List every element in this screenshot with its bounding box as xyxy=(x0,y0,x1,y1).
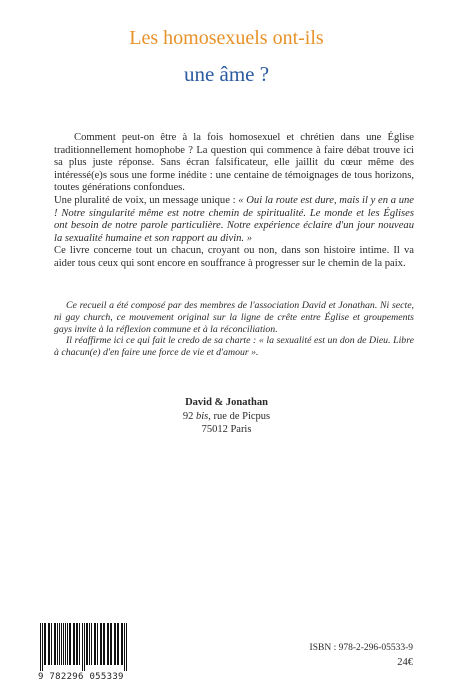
barcode-bar xyxy=(79,623,80,665)
note-paragraph-2: Il réaffirme ici ce qui fait le credo de sa charte : « la sexualité est un don de Dieu. Libre à chacun(e) d'en faire une force de vie et d'amour ». xyxy=(54,335,414,359)
paragraph-2-intro: Une pluralité de voix, un message unique : xyxy=(54,194,239,206)
barcode-bar xyxy=(59,623,60,665)
barcode-digits: 9 782296 055339 xyxy=(38,672,124,682)
barcode-bar xyxy=(73,623,75,665)
publisher-city: 75012 Paris xyxy=(201,424,252,435)
barcode-bar xyxy=(67,623,68,665)
publisher-name: David & Jonathan xyxy=(185,397,268,408)
barcode-bar xyxy=(40,623,41,671)
barcode-bars-icon xyxy=(38,623,160,671)
barcode-bar xyxy=(124,623,125,671)
back-cover-text xyxy=(54,132,414,271)
price: 24€ xyxy=(397,657,413,668)
street-rest: , rue de Picpus xyxy=(208,410,271,422)
barcode-bar xyxy=(65,623,66,665)
barcode-bar xyxy=(97,623,98,665)
barcode-bar xyxy=(84,623,85,671)
barcode-bar xyxy=(63,623,64,665)
paragraph-2-quote: « Oui la route est dure, mais il y en a une ! Notre singularité même est notre chemin de spiritualité. Le monde et les Églises ont besoin de notre parole particulière. Notre expérience éclaire d'un jour nouveau la sexualité humaine et son rapport au divin. » xyxy=(54,194,414,244)
barcode xyxy=(38,623,160,671)
barcode-bar xyxy=(89,623,90,665)
barcode-bar xyxy=(110,623,112,665)
barcode-bar xyxy=(57,623,58,665)
barcode-bar xyxy=(51,623,52,665)
publisher-street xyxy=(0,410,453,424)
publisher-block xyxy=(0,396,453,437)
isbn-number: ISBN : 978-2-296-05533-9 xyxy=(309,643,413,653)
barcode-bar xyxy=(126,623,127,671)
barcode-bar xyxy=(117,623,119,665)
barcode-bar xyxy=(100,623,102,665)
title-line-1: Les homosexuels ont-ils xyxy=(129,27,324,49)
street-number: 92 xyxy=(182,410,197,422)
barcode-bar xyxy=(61,623,62,665)
barcode-bar xyxy=(103,623,105,665)
barcode-bar xyxy=(82,623,83,671)
barcode-bar xyxy=(91,623,92,665)
barcode-bar xyxy=(44,623,46,665)
barcode-bar xyxy=(114,623,116,665)
paragraph-1: Comment peut-on être à la fois homosexuel et chrétien dans une Église traditionnellement homophobe ? La question qui commence à faire débat trouve ici sa plus juste réponse. Sans écran falsificateur, elle jaillit du cœur même des intéressé(e)s sous une forme inédite : une centaine de témoignages de tous horizons, toutes générations confondues. xyxy=(54,132,414,194)
title-line-2: une âme ? xyxy=(183,62,270,86)
street-bis: bis xyxy=(196,410,209,422)
note-paragraph-1: Ce recueil a été composé par des membres de l'association David et Jonathan. Ni secte, ni gay church, ce mouvement original sur la ligne de crête entre Église et groupements gays invite à la réflexion commune et à la réconciliation. xyxy=(54,300,414,335)
barcode-bar xyxy=(69,623,71,665)
paragraph-3: Ce livre concerne tout un chacun, croyant ou non, dans son histoire intime. Il va aider tous ceux qui sont encore en souffrance à progresser sur le chemin de la paix. xyxy=(54,245,414,269)
association-note xyxy=(54,300,414,359)
barcode-bar xyxy=(42,623,43,671)
barcode-bar xyxy=(48,623,50,665)
paragraph-2 xyxy=(54,195,414,245)
barcode-bar xyxy=(121,623,123,665)
barcode-bar xyxy=(54,623,56,665)
barcode-bar xyxy=(94,623,96,665)
barcode-bar xyxy=(76,623,78,665)
barcode-bar xyxy=(86,623,88,665)
barcode-bar xyxy=(107,623,109,665)
